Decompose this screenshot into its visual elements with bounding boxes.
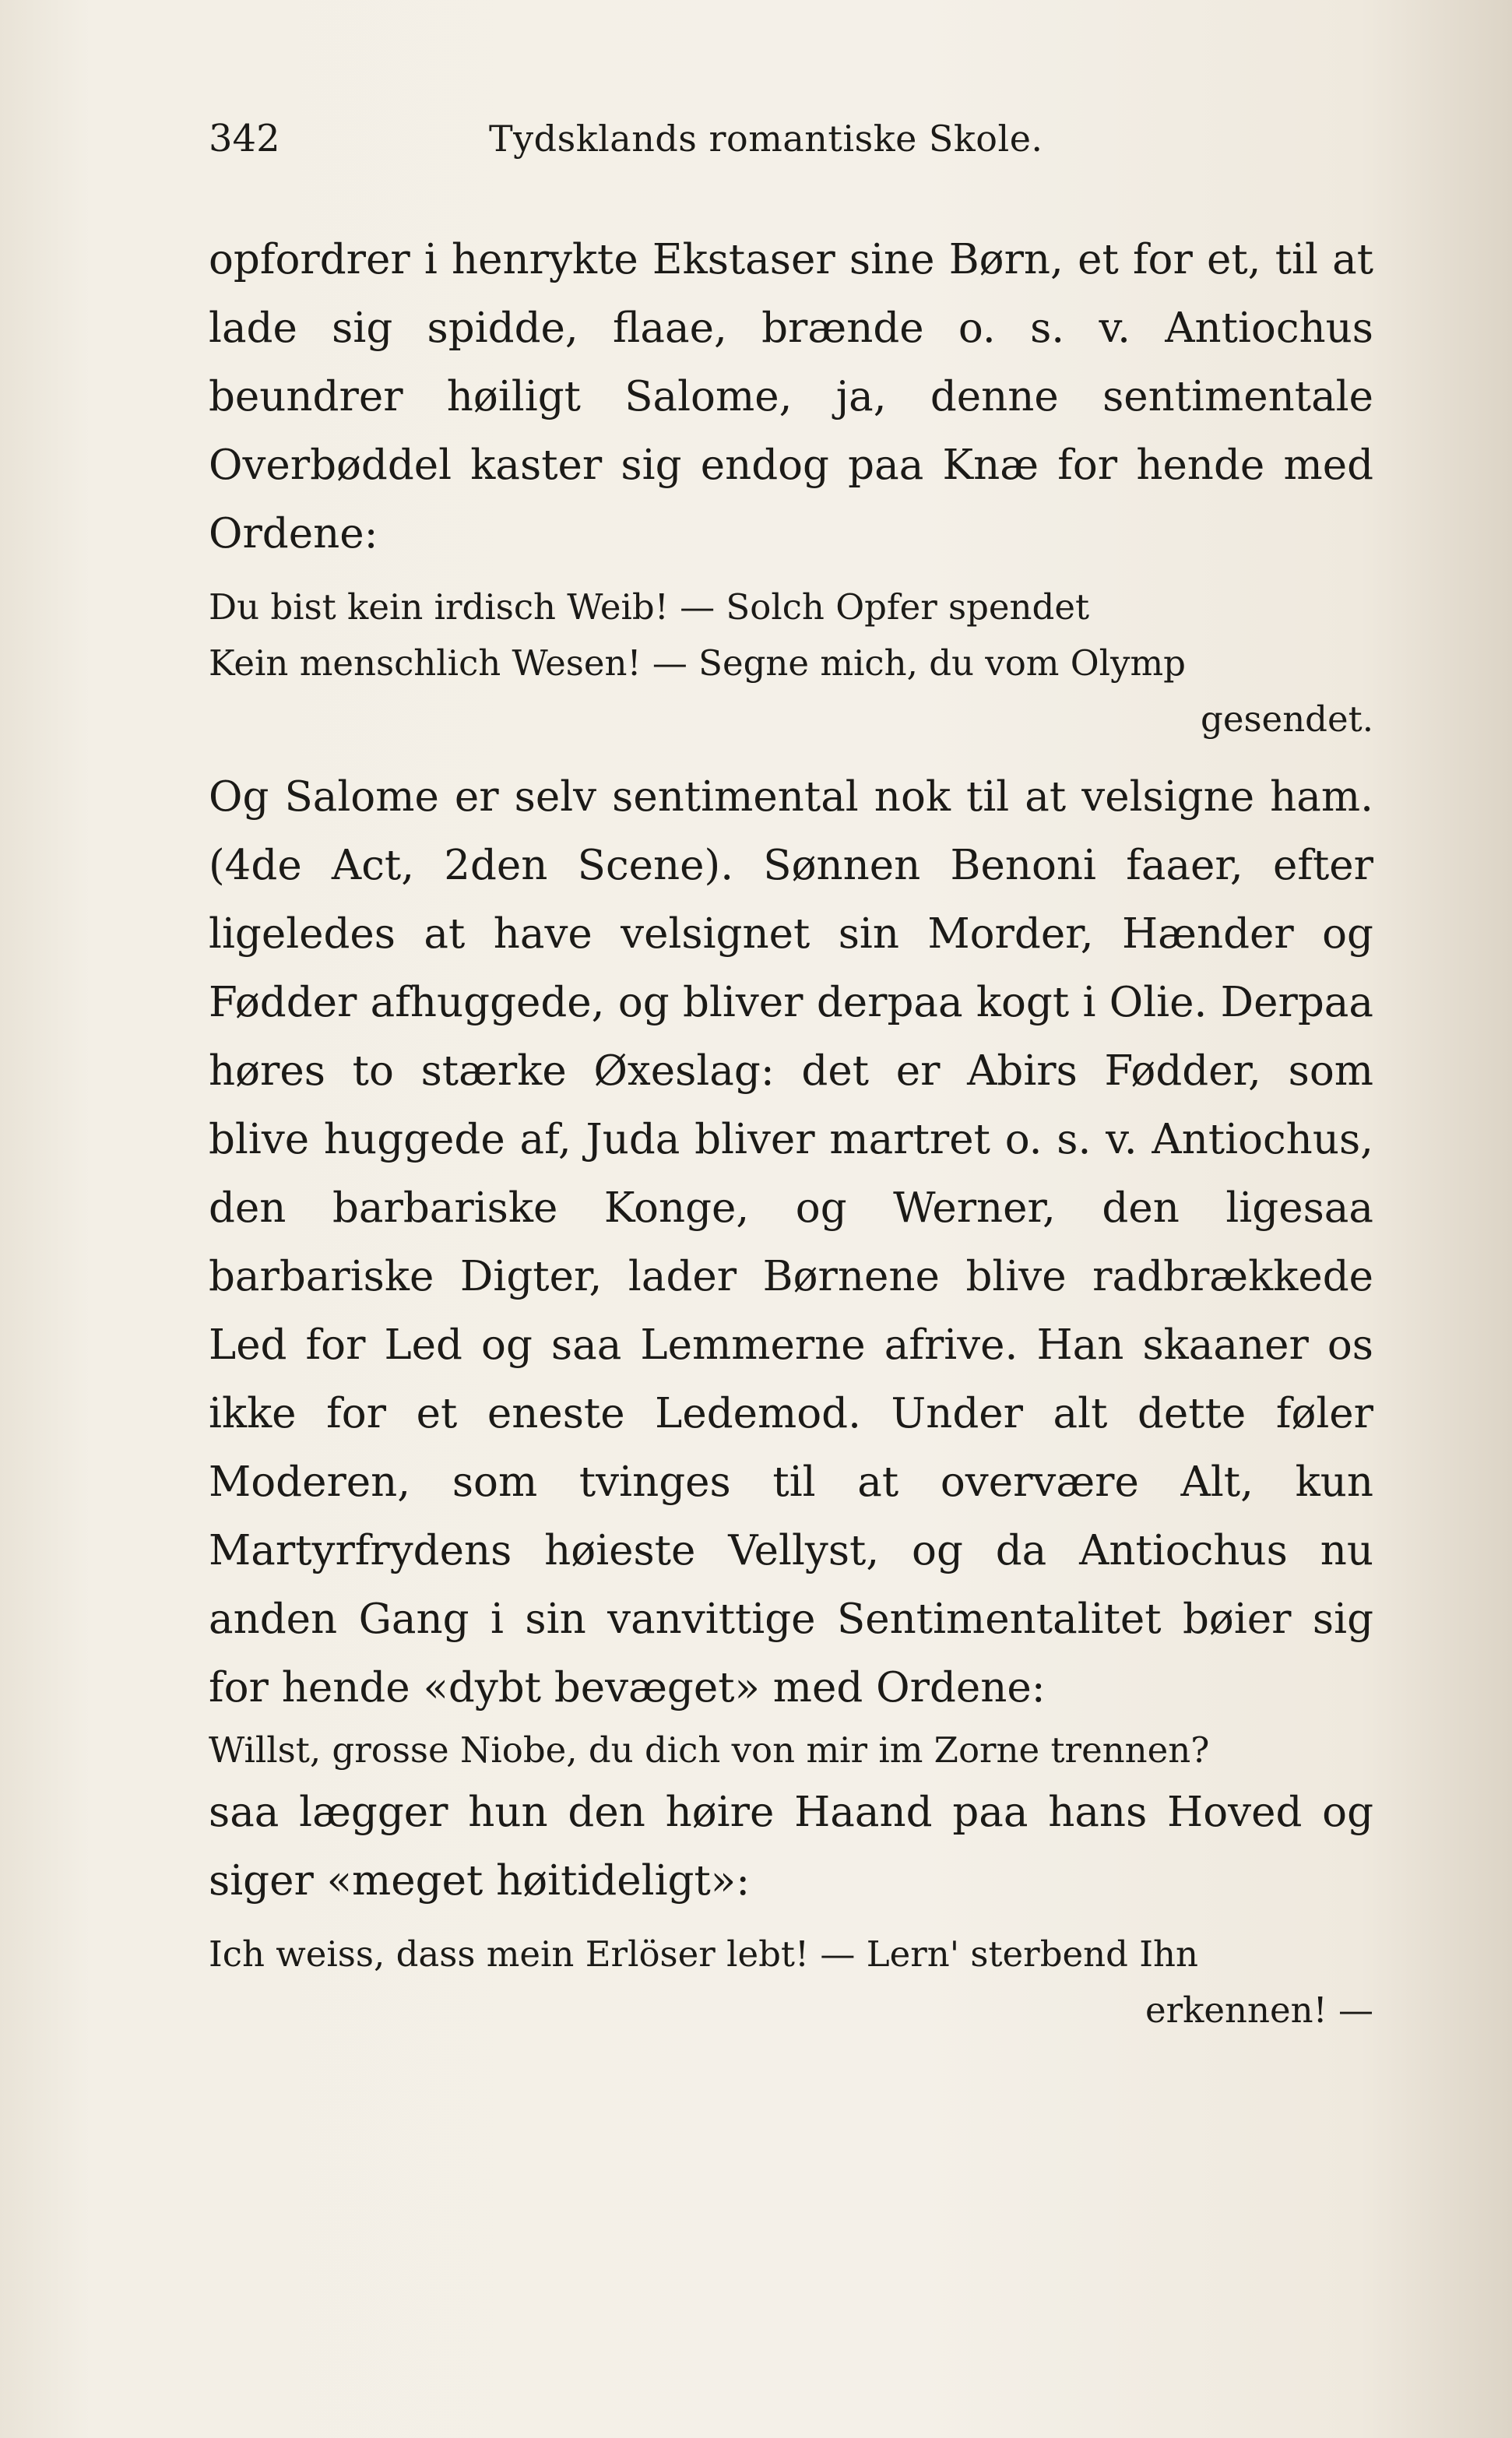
verse-quote-1 (209, 579, 1373, 748)
verse-line: Willst, grosse Niobe, du dich von mir im Zorne trennen? (209, 1729, 1210, 1771)
page-header (209, 115, 1373, 162)
verse-line: erkennen! — (1145, 1989, 1373, 2031)
verse-line: Du bist kein irdisch Weib! — Solch Opfer spendet (209, 586, 1090, 628)
verse-quote-3 (209, 1926, 1373, 2039)
paragraph-3: saa lægger hun den høire Haand paa hans Hoved og siger «meget høitideligt»: (209, 1789, 1373, 1905)
verse-line: Kein menschlich Wesen! — Segne mich, du vom Olymp (209, 642, 1186, 684)
verse-quote-2 (209, 1722, 1373, 1778)
page-number: 342 (209, 117, 280, 160)
paragraph-1: opfordrer i henrykte Ekstaser sine Børn, et for et, til at lade sig spidde, flaae, brænde o. s. v. Antiochus beundrer høiligt Salome, ja, denne sentimentale Overbøddel kaster sig endog paa Knæ for hende med Ordene: (209, 236, 1373, 558)
body-text (209, 226, 1373, 2039)
verse-line: gesendet. (1201, 698, 1373, 740)
verse-line: Ich weiss, dass mein Erlöser lebt! — Lern' sterbend Ihn (209, 1933, 1198, 1975)
running-title: Tydsklands romantiske Skole. (489, 118, 1043, 160)
paragraph-2: Og Salome er selv sentimental nok til at velsigne ham. (4de Act, 2den Scene). Sønnen Benoni faaer, efter ligeledes at have velsignet sin Morder, Hænder og Fødder afhuggede, og bliver derpaa kogt i Olie. Derpaa høres to stærke Øxeslag: det er Abirs Fødder, som blive huggede af, Juda bliver martret o. s. v. Antiochus, den barbariske Konge, og Werner, den ligesaa barbariske Digter, lader Børnene blive radbrækkede Led for Led og saa Lemmerne afrive. Han skaaner os ikke for et eneste Ledemod. Under alt dette føler Moderen, som tvinges til at overvære Alt, kun Martyrfrydens høieste Vellyst, og da Antiochus nu anden Gang i sin vanvittige Sentimentalitet bøier sig for hende «dybt bevæget» med Ordene: (209, 773, 1373, 1712)
